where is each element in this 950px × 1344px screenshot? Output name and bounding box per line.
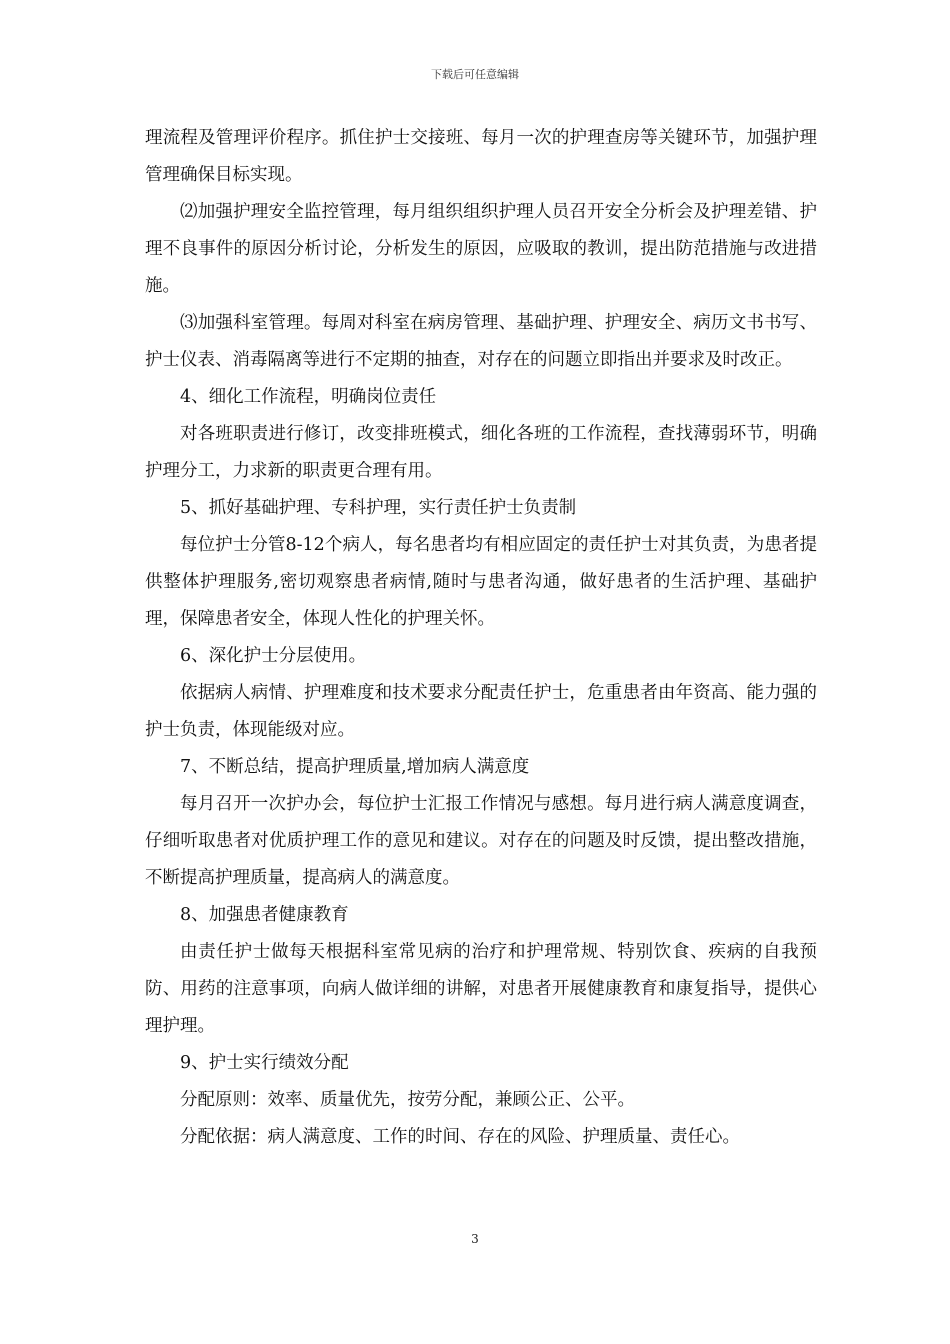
paragraph-section-7: 每月召开一次护办会，每位护士汇报工作情况与感想。每月进行病人满意度调查，仔细听取患者对优质护理工作的意见和建议。对存在的问题及时反馈，提出整改措施，不断提高护理质量，提高病人的满意度。: [145, 794, 817, 888]
paragraph-continuation: 理流程及管理评价程序。抓住护士交接班、每月一次的护理查房等关键环节，加强护理管理确保目标实现。: [145, 128, 817, 185]
document-body: [145, 120, 817, 1156]
paragraph-section-4: 对各班职责进行修订，改变排班模式，细化各班的工作流程，查找薄弱环节，明确护理分工，力求新的职责更合理有用。: [145, 424, 817, 481]
paragraph-section-8: 由责任护士做每天根据科室常见病的治疗和护理常规、特别饮食、疾病的自我预防、用药的注意事项，向病人做详细的讲解，对患者开展健康教育和康复指导，提供心理护理。: [145, 942, 817, 1036]
section-heading-5: 5、抓好基础护理、专科护理，实行责任护士负责制: [180, 498, 577, 518]
paragraph-section-5: 每位护士分管8-12个病人，每名患者均有相应固定的责任护士对其负责，为患者提供整体护理服务,密切观察患者病情,随时与患者沟通，做好患者的生活护理、基础护理，保障患者安全，体现人性化的护理关怀。: [145, 535, 817, 629]
paragraph-item-2: ⑵加强护理安全监控管理，每月组织组织护理人员召开安全分析会及护理差错、护理不良事件的原因分析讨论，分析发生的原因，应吸取的教训，提出防范措施与改进措施。: [145, 202, 817, 296]
paragraph-item-3: ⑶加强科室管理。每周对科室在病房管理、基础护理、护理安全、病历文书书写、护士仪表、消毒隔离等进行不定期的抽查，对存在的问题立即指出并要求及时改正。: [145, 313, 817, 370]
section-heading-7: 7、不断总结，提高护理质量,增加病人满意度: [180, 757, 530, 777]
page-number: 3: [471, 1232, 479, 1246]
section-heading-6: 6、深化护士分层使用。: [180, 646, 367, 666]
section-heading-4: 4、细化工作流程，明确岗位责任: [180, 387, 437, 407]
paragraph-distribution-basis: 分配依据：病人满意度、工作的时间、存在的风险、护理质量、责任心。: [180, 1127, 740, 1147]
paragraph-distribution-principle: 分配原则：效率、质量优先，按劳分配，兼顾公正、公平。: [180, 1090, 635, 1110]
section-heading-9: 9、护士实行绩效分配: [180, 1053, 349, 1073]
page-header: 下载后可任意编辑: [431, 68, 519, 81]
section-heading-8: 8、加强患者健康教育: [180, 905, 349, 925]
paragraph-section-6: 依据病人病情、护理难度和技术要求分配责任护士，危重患者由年资高、能力强的护士负责，体现能级对应。: [145, 683, 817, 740]
